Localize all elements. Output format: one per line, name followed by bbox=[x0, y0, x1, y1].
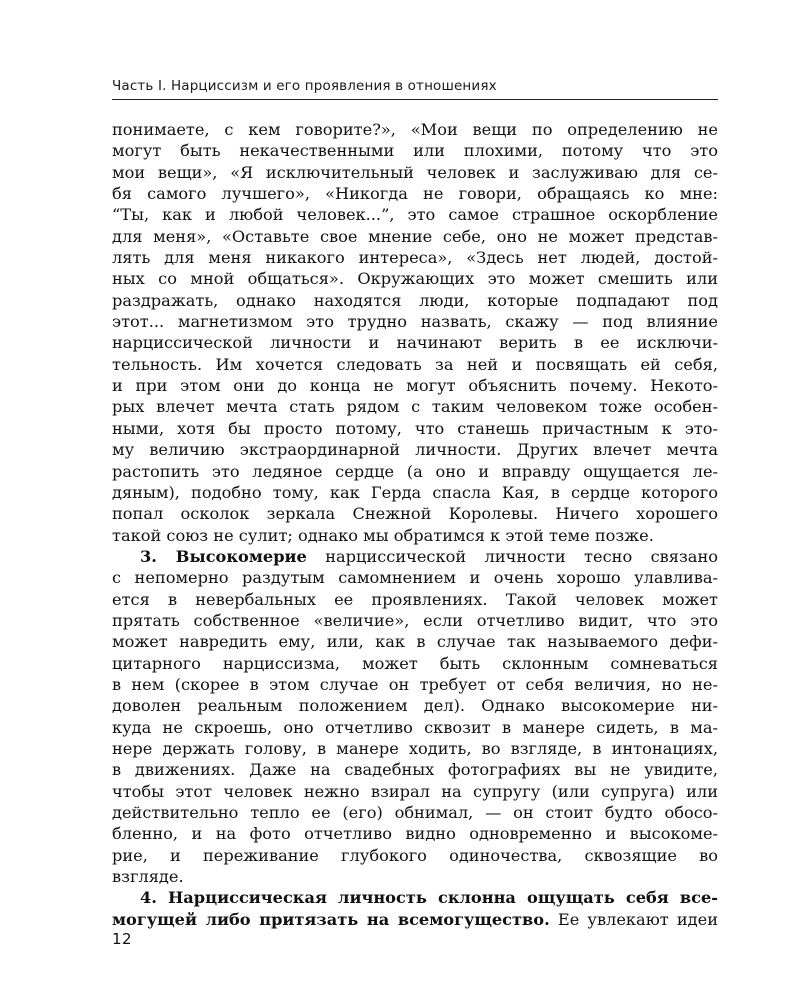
text-line: растопить это ледяное сердце (а оно и вправду ощущается ле- bbox=[112, 461, 718, 481]
text-line: ется в невербальных ее проявлениях. Такой человек может bbox=[112, 589, 718, 609]
text-line: рие, и переживание глубокого одиночества, сквозящие во bbox=[112, 845, 718, 865]
text-line: с непомерно раздутым самомнением и очень хорошо улавлива- bbox=[112, 568, 718, 588]
text-line: куда не скроешь, оно отчетливо сквозит в манере сидеть, в ма- bbox=[112, 717, 718, 737]
text-line bbox=[112, 909, 718, 930]
text-line: может навредить ему, или, как в случае так называемого дефи- bbox=[112, 632, 718, 652]
text-line: тельность. Им хочется следовать за ней и посвящать ей себя, bbox=[112, 354, 718, 374]
text-line: нарциссической личности и начинают верить в ее исключи- bbox=[112, 333, 718, 353]
page-number: 12 bbox=[112, 930, 133, 948]
text-line: рых влечет мечта стать рядом с таким человеком тоже особен- bbox=[112, 397, 718, 417]
text-line: в движениях. Даже на свадебных фотографиях вы не увидите, bbox=[112, 760, 718, 780]
text-line bbox=[112, 546, 718, 567]
text-line: дяным), подобно тому, как Герда спасла Кая, в сердце которого bbox=[112, 482, 718, 502]
text-line: “Ты, как и любой человек...”, это самое страшное оскорбление bbox=[112, 205, 718, 225]
text-line: этот... магнетизмом это трудно назвать, скажу — под влияние bbox=[112, 312, 718, 332]
text-line: могут быть некачественными или плохими, потому что это bbox=[112, 141, 718, 161]
text-run: Ее увлекают идеи bbox=[549, 909, 718, 929]
text-line: ных со мной общаться». Окружающих это может смешить или bbox=[112, 269, 718, 289]
text-line: понимаете, с кем говорите?», «Мои вещи по определению не bbox=[112, 120, 718, 139]
text-line: бленно, и на фото отчетливо видно одновременно и высокоме- bbox=[112, 824, 718, 844]
text-line: му величию экстраординарной личности. Других влечет мечта bbox=[112, 440, 718, 460]
text-line: в нем (скорее в этом случае он требует от себя величия, но не- bbox=[112, 674, 718, 694]
text-line: попал осколок зеркала Снежной Королевы. Ничего хорошего bbox=[112, 504, 718, 524]
header-rule bbox=[112, 99, 718, 100]
text-line: нере держать голову, в манере ходить, во взгляде, в интонациях, bbox=[112, 738, 718, 758]
text-line: и при этом они до конца не могут объяснить почему. Некото- bbox=[112, 376, 718, 396]
text-line: цитарного нарциссизма, может быть склонным сомневаться bbox=[112, 653, 718, 673]
text-line: лять для меня никакого интереса», «Здесь нет людей, достой- bbox=[112, 248, 718, 268]
text-line: прятать собственное «величие», если отчетливо видит, что это bbox=[112, 610, 718, 630]
text-line: действительно тепло ее (его) обнимал, — он стоит будто обосо- bbox=[112, 803, 718, 822]
text-run: нарциссической личности тесно связано bbox=[306, 546, 718, 566]
running-head: Часть I. Нарциссизм и его проявления в отношениях bbox=[112, 78, 497, 94]
text-line: мои вещи», «Я исключительный человек и заслуживаю для се- bbox=[112, 162, 718, 182]
text-line: раздражать, однако находятся люди, которые подпадают под bbox=[112, 290, 718, 310]
bold-phrase: 3. Высокомерие bbox=[140, 546, 307, 566]
text-line: для меня», «Оставьте свое мнение себе, оно не может представ- bbox=[112, 226, 718, 246]
text-line: чтобы этот человек нежно взирал на супругу (или супруга) или bbox=[112, 781, 718, 801]
bold-phrase: 4. Нарциссическая личность склонна ощущать себя все- bbox=[140, 888, 718, 908]
body-text bbox=[112, 119, 718, 930]
text-line bbox=[112, 887, 718, 908]
text-line: бя самого лучшего», «Никогда не говори, обращаясь ко мне: bbox=[112, 184, 718, 204]
bold-phrase: могущей либо притязать на всемогущество. bbox=[112, 909, 550, 929]
text-line: взгляде. bbox=[112, 867, 184, 887]
text-line: ными, хотя бы просто потому, что станешь причастным к это- bbox=[112, 418, 718, 438]
text-line: такой союз не сулит; однако мы обратимся к этой теме позже. bbox=[112, 525, 654, 545]
text-line: доволен реальным положением дел). Однако высокомерие ни- bbox=[112, 696, 718, 716]
